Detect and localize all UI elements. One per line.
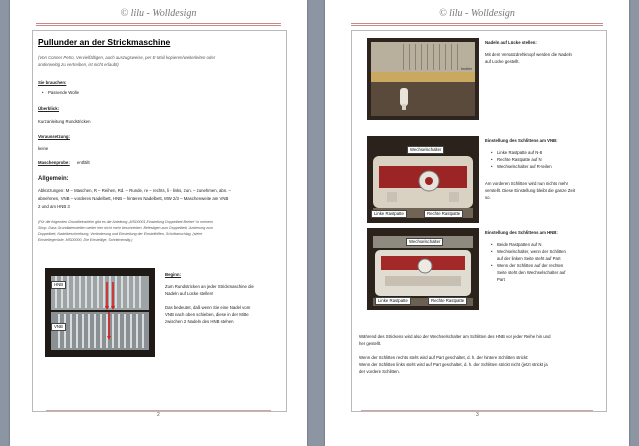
block1-heading: Nadeln auf Lücke stellen:	[485, 40, 537, 45]
page-number: 2	[157, 412, 160, 418]
note-line-3: Doppelbett, Nadelbeschreibung, Veränderung und Einstellung der Einstellhilfen, Schrittanschlag, (siehe	[38, 232, 203, 236]
block3-heading: Einstellung des Schlittens am HNB:	[485, 230, 558, 235]
header-rule-secondary	[351, 25, 603, 26]
block2-extra-line-3: so.	[485, 195, 491, 200]
closing-line-1: Während des Strickens wird also der Wechselschalter am Schlitten des HNB vor jeder Reihe hin und	[359, 334, 551, 339]
abbrev-line-2: abnehmen, VNB – vorderes Nadelbett, HNB – hinteres Nadelbett, MW 2/3 – Maschenweite am VNB	[38, 196, 229, 201]
block3-bullet-2-cont: auf der linken Seite steht auf Part	[497, 256, 561, 261]
block3-bullet-3-cont2: Part	[497, 277, 505, 282]
header-rule	[351, 23, 603, 24]
block2-callout-right-lever: Rechte Rastpatte	[424, 210, 463, 218]
note-line-4: Einstellegerüste, MSD0000, Die Einstellige, Schrittmerallg.)	[38, 238, 133, 242]
block3-bullet-2-dot: •	[491, 249, 493, 254]
abbrev-line-3: 2 und am HNB 3	[38, 204, 70, 209]
footer-rule	[46, 410, 271, 411]
block2-callout-left-lever: Linke Rastpatte	[371, 210, 407, 218]
brother-brand-tag: brother	[461, 67, 473, 71]
overview-text: Kurzanleitung Rundstricken	[38, 119, 91, 124]
block3-callout-right-lever: Rechte Rastpatte	[428, 297, 467, 305]
footer-rule	[361, 410, 593, 411]
block2-bullet-2: Rechte Rastpatte auf N	[497, 157, 542, 162]
block2-callout-switch: Wechselschalter	[407, 146, 444, 154]
page-number: 3	[476, 412, 479, 418]
document-title: Pullunder an der Strickmaschine	[38, 37, 171, 47]
begin-line-2: Nadeln auf Lücke stellen!	[165, 291, 214, 296]
block1-line-1: Mit dem Versatzdrehknopf werden die Nadeln	[485, 52, 572, 57]
gauge-text: entfällt	[77, 160, 90, 165]
vnb-label: VNB	[51, 323, 66, 331]
block2-bullet-3: Wechselschalter auf R-teilen	[497, 164, 552, 169]
begin-line-5: VNB nach oben schieben, diese in der Mitte	[165, 312, 249, 317]
begin-heading: Beginn:	[165, 272, 181, 277]
block3-bullet-3-cont: Seite steht den Wechselschalter auf	[497, 270, 566, 275]
material-bullet: •	[42, 90, 44, 95]
note-line-1: (Für die folgenden Grundlieinstieler gibt es die Anleitung „MSD0001 Einstellung Doppelbett Breiter“ in meinem	[38, 220, 213, 224]
block2-bullet-1: Linke Rastpatte auf N-8	[497, 150, 543, 155]
block3-bullet-2: Wechselschalter, wenn der Schlitten	[497, 249, 566, 254]
overview-heading: Überblick:	[38, 106, 60, 111]
block2-bullet-3-dot: •	[491, 164, 493, 169]
header-rule	[36, 23, 281, 24]
closing-line-2: her gestellt.	[359, 341, 382, 346]
header-rule-secondary	[36, 25, 281, 26]
hnb-label: HNB	[51, 281, 66, 289]
begin-line-1: Zum Rundstricken an jeder Strickmaschine die	[165, 284, 254, 289]
closing-line-4: Wenn der Schlitten rechts steht wird auf Part geschaltet, d. h. der hintere Schlitten strickt:	[359, 355, 529, 360]
begin-line-4: Das bedeutet, daß wenn Sie eine Nadel vom	[165, 305, 251, 310]
copyright-line-2: anderweitig zu vertreiben, ist nicht erlaubt)	[38, 62, 119, 67]
document-page-left	[10, 0, 307, 446]
page-header-brand: © lilu - Wolldesign	[120, 8, 197, 19]
block2-heading: Einstellung des Schlittens am VNB:	[485, 138, 558, 143]
block3-bullet-1-dot: •	[491, 242, 493, 247]
page-header-brand: © lilu - Wolldesign	[439, 8, 515, 19]
block3-bullet-1: Beide Rastpatten auf N	[497, 242, 542, 247]
block2-bullet-1-dot: •	[491, 150, 493, 155]
general-heading: Allgemein:	[38, 176, 69, 182]
block2-extra-line-2: verstellt. Diese Einstellung bleibt die ganze Zeit	[485, 188, 576, 193]
material-item: Passende Wolle	[48, 90, 79, 95]
closing-line-5: Wenn der Schlitten links steht wird auf Part geschaltet, d. h. der Schlitten strickt nicht (jetzt strickt ja	[359, 362, 548, 367]
versatz-knob-photo	[367, 38, 479, 120]
document-page-right	[325, 0, 629, 446]
closing-line-6: der vordere Schlitten.	[359, 369, 400, 374]
copyright-line-1: (Von Conner Petro, Vervielfältigen, auch auszugsweise, per E-Mail kopieren/weiterleiten oder	[38, 55, 216, 60]
block2-extra-line-1: Am vorderen Schlitten wird nun nichts mehr	[485, 181, 569, 186]
block3-callout-switch: Wechselschalter	[406, 238, 443, 246]
versatz-knob-illustration	[367, 38, 479, 120]
block3-bullet-3-dot: •	[491, 263, 493, 268]
material-heading: Sie brauchen:	[38, 80, 67, 85]
prereq-text: keine	[38, 146, 49, 151]
abbrev-line-1: Abkürzungen: M – Maschen, R – Reihen, Rd. – Runde, re – rechts, li - links, zun. – zunehmen, abn. –	[38, 188, 231, 193]
begin-line-6: zwischen 2 Nadeln des HNB stehen	[165, 319, 234, 324]
block3-bullet-3: Wenn der Schlitten auf der rechten	[497, 263, 564, 268]
block1-line-2: auf Lücke gestellt.	[485, 59, 520, 64]
note-line-2: Shop. Dass Grundlaienstellen weiter hier nicht mehr beschrieben. Befestigen zum Doppelbett, Justierung zum	[38, 226, 213, 230]
gauge-heading: Maschenprobe:	[38, 160, 70, 165]
block2-bullet-2-dot: •	[491, 157, 493, 162]
block3-callout-left-lever: Linke Rastpatte	[375, 297, 411, 305]
prereq-heading: Voraussetzung:	[38, 134, 70, 139]
